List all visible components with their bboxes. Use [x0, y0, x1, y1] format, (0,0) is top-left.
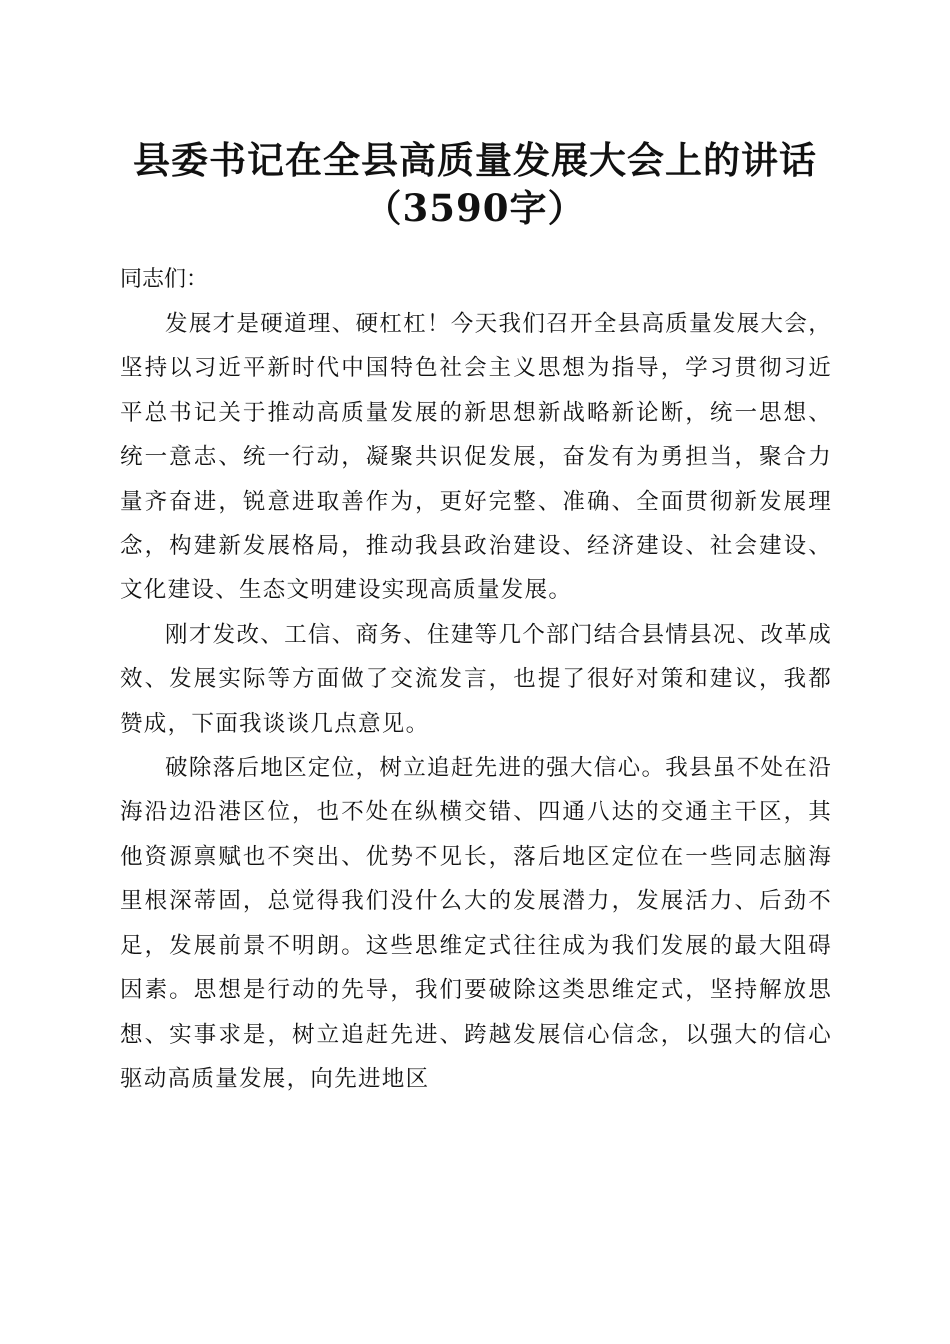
salutation: 同志们： [120, 267, 209, 292]
title-word-count: （3590字） [364, 186, 586, 230]
document-body [120, 258, 832, 1101]
document-title [60, 136, 890, 232]
title-main: 县委书记在全县高质量发展大会上的讲话 [133, 138, 817, 182]
paragraph-1: 发展才是硬道理、硬杠杠！今天我们召开全县高质量发展大会，坚持以习近平新时代中国特色社会主义思想为指导，学习贯彻习近平总书记关于推动高质量发展的新思想新战略新论断，统一思想、统一意志、统一行动，凝聚共识促发展，奋发有为勇担当，聚合力量齐奋进，锐意进取善作为，更好完整、准确、全面贯彻新发展理念，构建新发展格局，推动我县政治建设、经济建设、社会建设、文化建设、生态文明建设实现高质量发展。 [120, 311, 832, 604]
paragraph-3: 破除落后地区定位，树立追赶先进的强大信心。我县虽不处在沿海沿边沿港区位，也不处在纵横交错、四通八达的交通主干区，其他资源禀赋也不突出、优势不见长，落后地区定位在一些同志脑海里根深蒂固，总觉得我们没什么大的发展潜力，发展活力、后劲不足，发展前景不明朗。这些思维定式往往成为我们发展的最大阻碍因素。思想是行动的先导，我们要破除这类思维定式，坚持解放思想、实事求是，树立追赶先进、跨越发展信心信念，以强大的信心驱动高质量发展，向先进地区 [120, 755, 832, 1092]
paragraph-2: 刚才发改、工信、商务、住建等几个部门结合县情县况、改革成效、发展实际等方面做了交流发言，也提了很好对策和建议，我都赞成，下面我谈谈几点意见。 [120, 621, 832, 737]
